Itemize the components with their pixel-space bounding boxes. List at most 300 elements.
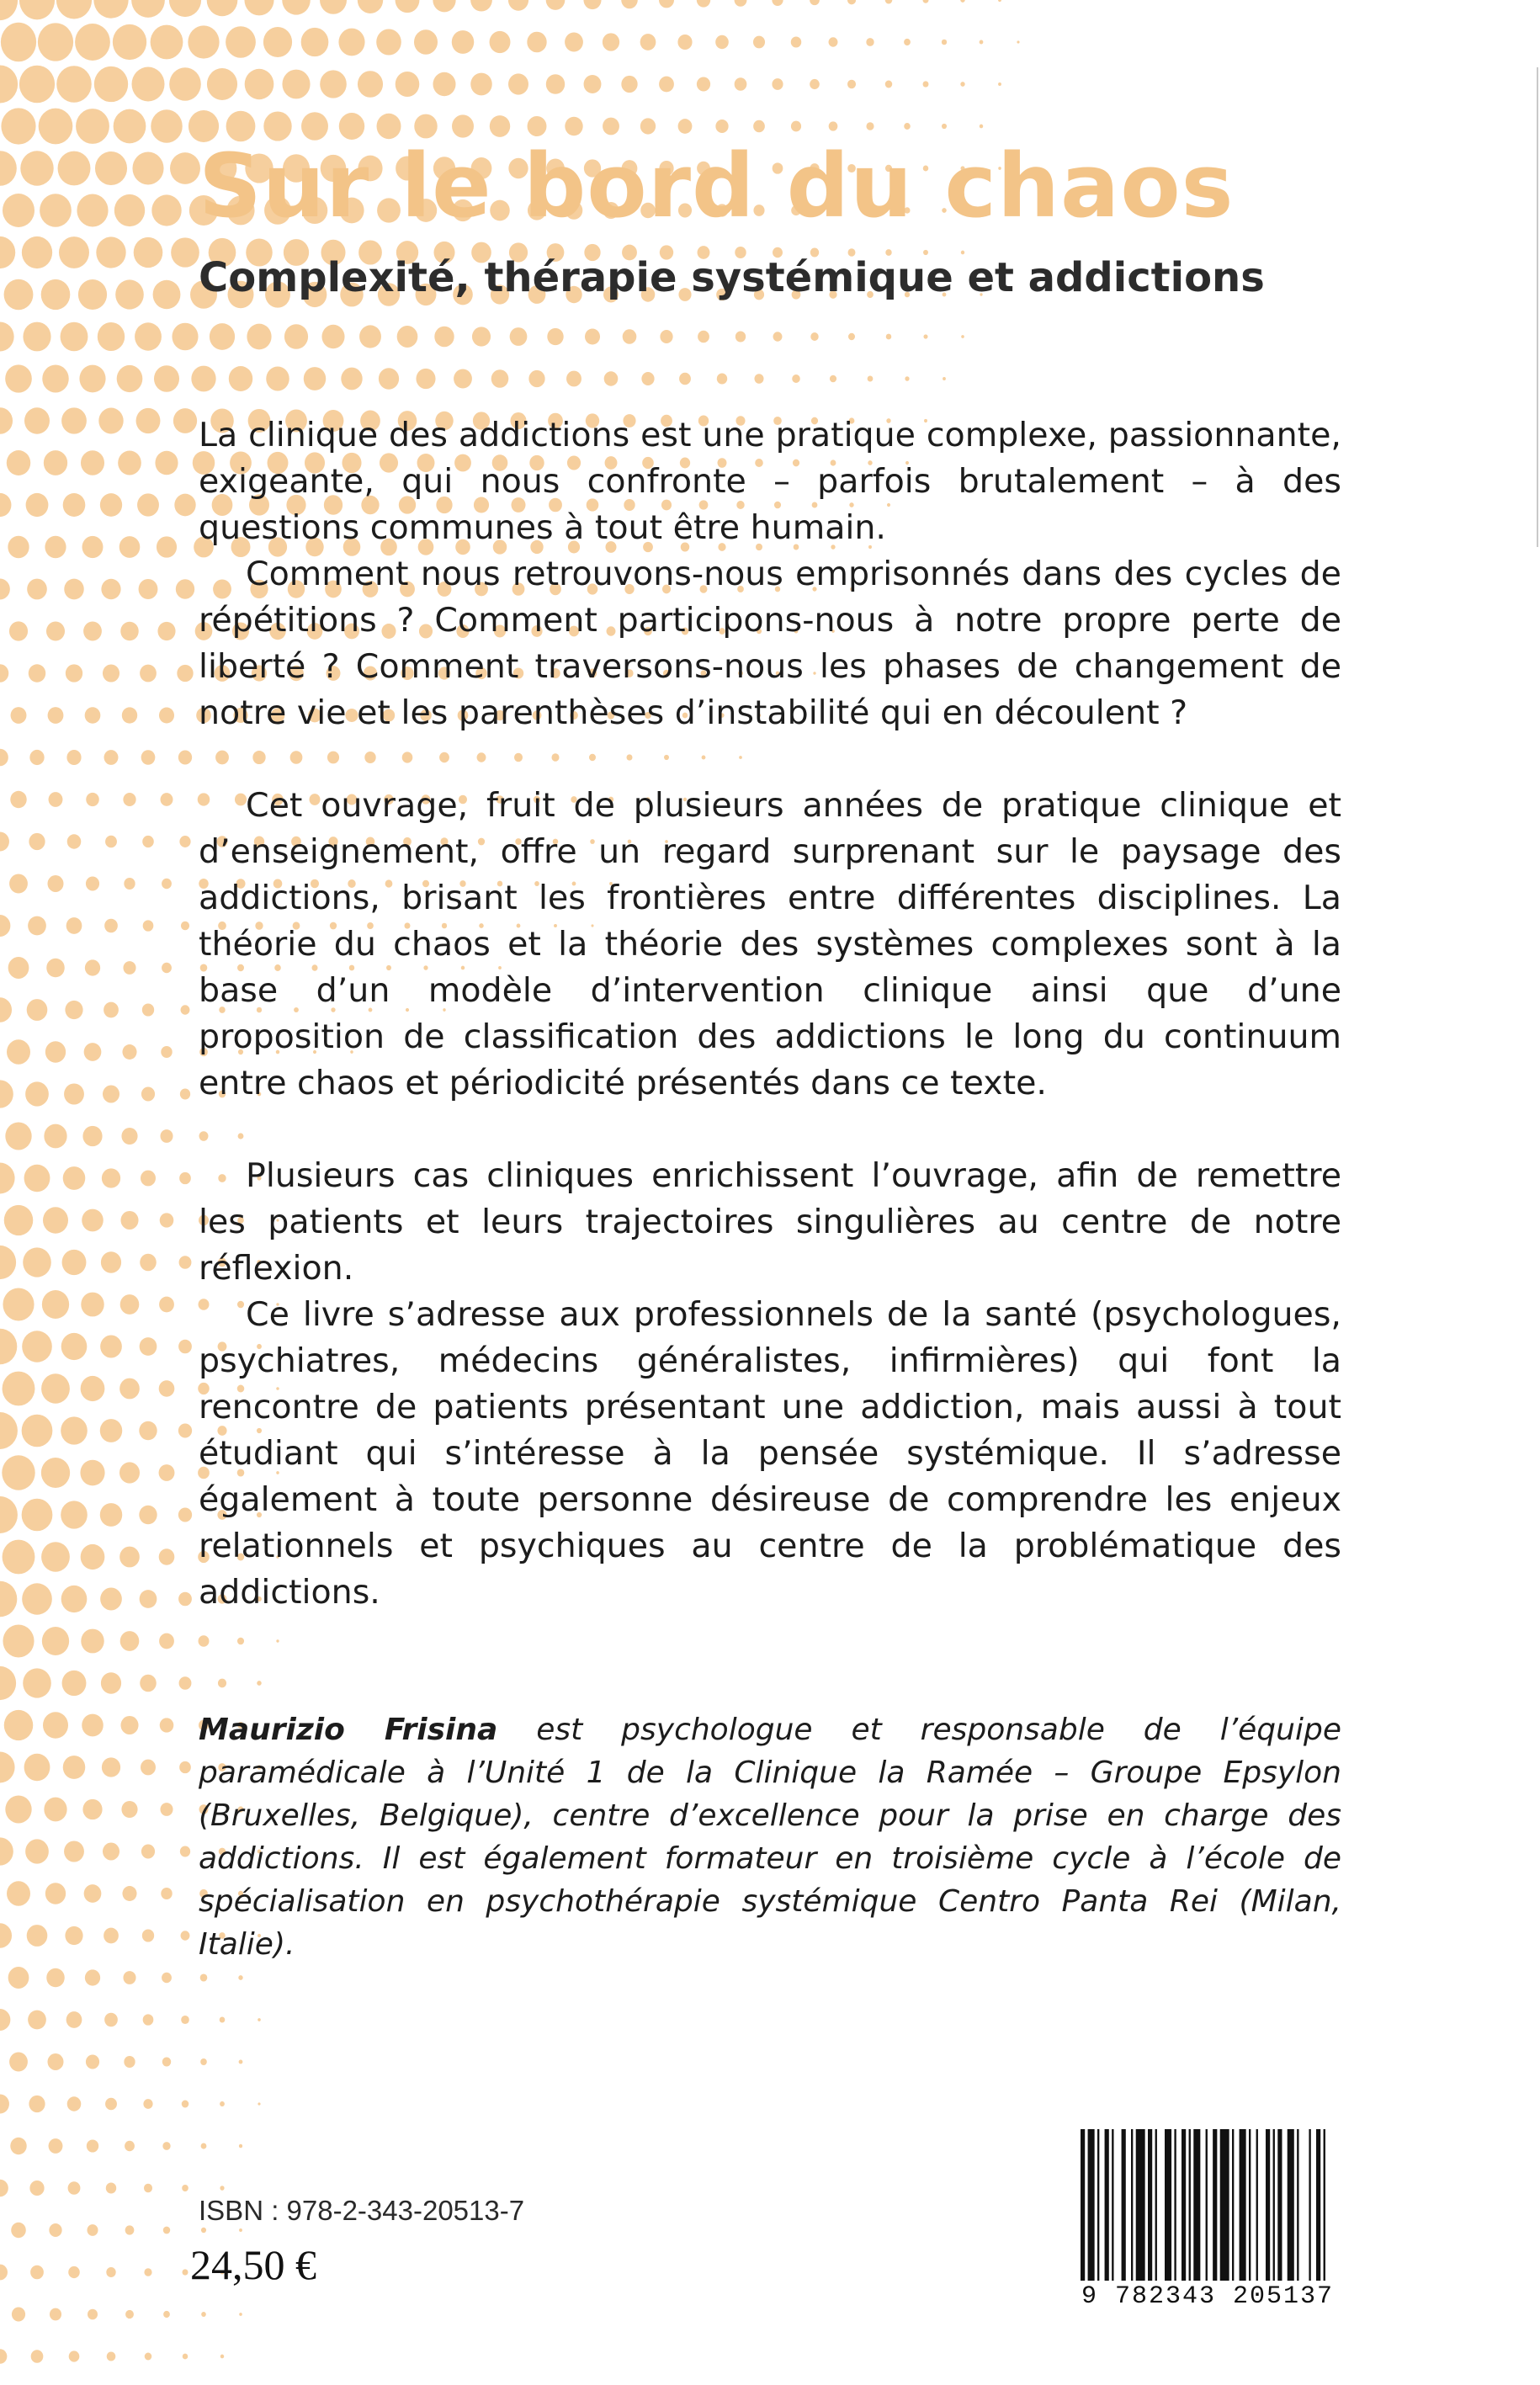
decorative-dot	[847, 80, 856, 89]
decorative-dot	[159, 1633, 174, 1649]
decorative-dot	[396, 0, 420, 13]
decorative-dot	[141, 1171, 156, 1187]
decorative-dot	[215, 751, 229, 765]
decorative-dot	[81, 1629, 104, 1654]
barcode-bar	[1136, 2129, 1145, 2281]
decorative-dot	[238, 1975, 242, 1980]
barcode-bar	[1165, 2129, 1171, 2281]
decorative-dot	[124, 2056, 135, 2068]
decorative-dot	[140, 1254, 157, 1272]
decorative-dot	[640, 34, 656, 50]
decorative-dot	[28, 2011, 46, 2030]
decorative-dot	[68, 2266, 80, 2278]
decorative-dot	[48, 875, 64, 892]
decorative-dot	[104, 750, 119, 765]
decorative-dot	[7, 1039, 30, 1064]
decorative-dot	[117, 365, 143, 392]
decorative-dot	[697, 77, 710, 91]
decorative-dot	[3, 1540, 35, 1575]
decorative-dot	[868, 375, 874, 381]
decorative-dot	[105, 2098, 117, 2111]
decorative-dot	[664, 755, 669, 760]
barcode-bar	[1316, 2129, 1320, 2281]
decorative-dot	[182, 2185, 189, 2191]
decorative-dot	[659, 0, 674, 8]
decorative-dot	[64, 1083, 84, 1104]
decorative-dot	[81, 1544, 105, 1570]
decorative-dot	[82, 1209, 104, 1232]
decorative-dot	[143, 2099, 152, 2109]
decorative-dot	[0, 1581, 17, 1617]
barcode-bar	[1122, 2129, 1126, 2281]
decorative-dot	[263, 27, 292, 57]
decorative-dot	[402, 752, 413, 762]
decorative-dot	[61, 1501, 88, 1528]
blurb-block-3	[199, 1153, 1341, 1292]
author-bio	[199, 1708, 1341, 1966]
decorative-dot	[23, 1247, 51, 1277]
decorative-dot	[565, 33, 583, 52]
decorative-dot	[174, 494, 195, 517]
decorative-dot	[120, 1716, 138, 1734]
decorative-dot	[123, 1971, 135, 1984]
decorative-dot	[201, 2312, 206, 2317]
blurb-block-2	[199, 783, 1341, 1107]
decorative-dot	[942, 124, 947, 129]
decorative-dot	[4, 279, 34, 311]
decorative-dot	[178, 1340, 192, 1354]
decorative-dot	[42, 1290, 69, 1319]
decorative-dot	[904, 123, 911, 130]
decorative-dot	[702, 755, 706, 759]
decorative-dot	[87, 2139, 98, 2152]
decorative-dot	[98, 322, 125, 351]
decorative-dot	[679, 373, 691, 385]
decorative-dot	[26, 493, 49, 517]
decorative-dot	[61, 1333, 88, 1360]
decorative-dot	[490, 115, 510, 137]
decorative-dot	[56, 66, 92, 103]
decorative-dot	[67, 2096, 82, 2111]
decorative-dot	[290, 751, 303, 763]
decorative-dot	[866, 38, 874, 46]
decorative-dot	[773, 332, 783, 341]
decorative-dot	[301, 28, 329, 56]
decorative-dot	[0, 1923, 12, 1947]
decorative-dot	[61, 322, 88, 352]
decorative-dot	[640, 118, 656, 134]
decorative-dot	[961, 335, 964, 338]
decorative-dot	[715, 35, 729, 49]
decorative-dot	[49, 792, 63, 807]
decorative-dot	[82, 1714, 104, 1737]
decorative-dot	[181, 922, 189, 931]
decorative-dot	[140, 665, 157, 683]
decorative-dot	[100, 1588, 122, 1611]
decorative-dot	[304, 367, 326, 390]
decorative-dot	[122, 1886, 136, 1901]
barcode-bar	[1249, 2129, 1251, 2281]
decorative-dot	[181, 1931, 190, 1940]
decorative-dot	[3, 1625, 34, 1658]
decorative-dot	[7, 1881, 30, 1905]
decorative-dot	[28, 916, 46, 936]
barcode-bar	[1189, 2129, 1191, 2281]
decorative-dot	[199, 1635, 210, 1647]
decorative-dot	[276, 1639, 279, 1642]
barcode-bar	[1240, 2129, 1246, 2281]
decorative-dot	[414, 29, 438, 54]
decorative-dot	[207, 68, 237, 100]
decorative-dot	[434, 327, 454, 348]
decorative-dot	[101, 1672, 121, 1693]
decorative-dot	[178, 750, 192, 764]
decorative-dot	[603, 33, 619, 50]
price: 24,50 €	[190, 2241, 316, 2288]
decorative-dot	[66, 2011, 82, 2028]
decorative-dot	[141, 1087, 155, 1102]
decorative-dot	[93, 0, 128, 19]
decorative-dot	[181, 2016, 189, 2024]
decorative-dot	[0, 2265, 8, 2281]
decorative-dot	[22, 1415, 53, 1447]
decorative-dot	[0, 2094, 9, 2113]
decorative-dot	[140, 1337, 157, 1356]
decorative-dot	[179, 1256, 192, 1269]
decorative-dot	[143, 2014, 154, 2025]
decorative-dot	[904, 39, 911, 45]
decorative-dot	[46, 621, 65, 640]
decorative-dot	[220, 2355, 224, 2359]
decorative-dot	[257, 1681, 262, 1686]
decorative-dot	[160, 1129, 173, 1143]
decorative-dot	[64, 579, 83, 600]
decorative-dot	[22, 1583, 52, 1614]
decorative-dot	[178, 1507, 192, 1522]
decorative-dot	[239, 2313, 242, 2316]
decorative-dot	[396, 72, 420, 97]
decorative-dot	[154, 365, 179, 392]
decorative-dot	[141, 750, 156, 765]
decorative-dot	[162, 1973, 172, 1983]
decorative-dot	[9, 874, 28, 894]
decorative-dot	[172, 323, 198, 351]
decorative-dot	[66, 917, 82, 934]
decorative-dot	[239, 2228, 242, 2232]
decorative-dot	[101, 579, 120, 599]
decorative-dot	[169, 67, 201, 100]
decorative-dot	[4, 1710, 34, 1740]
decorative-dot	[100, 1336, 122, 1358]
decorative-dot	[0, 493, 11, 517]
decorative-dot	[122, 707, 137, 723]
decorative-dot	[10, 791, 26, 808]
decorative-dot	[162, 879, 172, 889]
decorative-dot	[125, 2141, 135, 2151]
decorative-dot	[84, 1884, 102, 1903]
decorative-dot	[68, 2181, 81, 2195]
barcode-bar	[1097, 2129, 1099, 2281]
decorative-dot	[885, 0, 893, 4]
decorative-dot	[102, 1168, 120, 1187]
decorative-dot	[120, 1211, 138, 1230]
decorative-dot	[85, 1969, 100, 1985]
decorative-dot	[379, 368, 399, 389]
decorative-dot	[810, 79, 820, 89]
decorative-dot	[4, 1205, 34, 1235]
decorative-dot	[23, 322, 50, 352]
decorative-dot	[180, 1089, 190, 1100]
decorative-dot	[603, 118, 619, 135]
decorative-dot	[44, 1124, 66, 1149]
decorative-dot	[103, 664, 119, 682]
decorative-dot	[132, 152, 163, 185]
decorative-dot	[566, 371, 581, 387]
barcode-bar	[1309, 2129, 1310, 2281]
decorative-dot	[31, 2350, 44, 2362]
decorative-dot	[678, 119, 693, 134]
decorative-dot	[45, 536, 66, 558]
decorative-dot	[220, 2186, 224, 2190]
decorative-dot	[43, 1712, 68, 1739]
decorative-dot	[82, 536, 104, 558]
decorative-dot	[80, 1460, 104, 1486]
decorative-dot	[0, 1080, 13, 1108]
decorative-dot	[239, 2144, 242, 2148]
decorative-dot	[50, 2308, 61, 2321]
decorative-dot	[82, 1126, 102, 1146]
decorative-dot	[157, 536, 177, 557]
barcode-panel	[1069, 2117, 1346, 2323]
decorative-dot	[159, 1380, 175, 1397]
decorative-dot	[131, 0, 165, 18]
decorative-dot	[433, 0, 455, 12]
decorative-dot	[61, 407, 87, 433]
decorative-dot	[1, 23, 36, 61]
blurb-paragraph: La clinique des addictions est une pratique complexe, passionnante, exigeante, qui nous confronte – parfois brutalement – à des questions communes à tout être humain.	[199, 416, 1341, 547]
decorative-dot	[980, 125, 983, 129]
decorative-dot	[63, 1166, 86, 1190]
decorative-dot	[772, 0, 783, 6]
decorative-dot	[85, 959, 100, 975]
barcode	[1081, 2129, 1333, 2281]
decorative-dot	[100, 493, 122, 517]
decorative-dot	[63, 1756, 86, 1779]
decorative-dot	[753, 36, 765, 49]
edge-line	[1537, 67, 1538, 547]
decorative-dot	[140, 1675, 157, 1692]
decorative-dot	[3, 1372, 35, 1406]
decorative-dot	[0, 1666, 16, 1700]
decorative-dot	[0, 1837, 13, 1865]
decorative-dot	[29, 2180, 44, 2196]
decorative-dot	[0, 1163, 15, 1194]
decorative-dot	[151, 25, 183, 60]
decorative-dot	[49, 2223, 61, 2237]
decorative-dot	[9, 2053, 28, 2072]
decorative-dot	[41, 279, 71, 310]
decorative-dot	[659, 77, 674, 93]
decorative-dot	[735, 0, 747, 7]
barcode-bar	[1182, 2129, 1186, 2281]
decorative-dot	[56, 0, 92, 19]
decorative-dot	[153, 280, 181, 309]
decorative-dot	[584, 75, 602, 93]
decorative-dot	[604, 371, 619, 385]
decorative-dot	[120, 1294, 140, 1315]
decorative-dot	[139, 1421, 157, 1440]
decorative-dot	[61, 1416, 88, 1444]
decorative-dot	[376, 29, 401, 55]
decorative-dot	[7, 450, 30, 475]
decorative-dot	[162, 963, 172, 973]
decorative-dot	[182, 2101, 189, 2108]
decorative-dot	[258, 2102, 260, 2105]
decorative-dot	[11, 707, 27, 724]
decorative-dot	[0, 1412, 18, 1449]
decorative-dot	[589, 754, 596, 761]
decorative-dot	[159, 1464, 175, 1481]
decorative-dot	[677, 35, 692, 50]
decorative-dot	[160, 1213, 174, 1227]
decorative-dot	[75, 24, 110, 61]
decorative-dot	[191, 366, 215, 392]
decorative-dot	[101, 1251, 121, 1272]
decorative-dot	[79, 365, 105, 393]
decorative-dot	[81, 450, 104, 475]
decorative-dot	[125, 2310, 134, 2319]
decorative-dot	[157, 622, 175, 640]
decorative-dot	[161, 1888, 172, 1899]
barcode-bar	[1081, 2129, 1085, 2281]
decorative-dot	[717, 373, 727, 384]
decorative-dot	[106, 2267, 115, 2277]
barcode-bar	[1232, 2129, 1234, 2281]
decorative-dot	[140, 1590, 157, 1608]
decorative-dot	[792, 374, 800, 383]
decorative-dot	[998, 0, 1001, 2]
decorative-dot	[103, 1085, 119, 1102]
decorative-dot	[45, 1041, 66, 1063]
decorative-dot	[735, 77, 747, 90]
decorative-dot	[48, 707, 64, 724]
decorative-dot	[41, 1542, 70, 1571]
decorative-dot	[0, 1752, 15, 1783]
decorative-dot	[321, 325, 344, 348]
barcode-bar	[1256, 2129, 1258, 2281]
decorative-dot	[998, 82, 1001, 86]
decorative-dot	[510, 327, 528, 346]
decorative-dot	[136, 408, 161, 433]
barcode-bar	[1131, 2129, 1133, 2281]
decorative-dot	[179, 1761, 191, 1773]
decorative-dot	[161, 793, 173, 806]
decorative-dot	[85, 707, 101, 724]
decorative-dot	[24, 1754, 50, 1781]
decorative-dot	[159, 1297, 174, 1313]
isbn: ISBN : 978-2-343-20513-7	[199, 2195, 525, 2226]
decorative-dot	[62, 1671, 87, 1696]
decorative-dot	[66, 750, 81, 765]
decorative-dot	[179, 836, 190, 847]
decorative-dot	[98, 408, 123, 434]
barcode-bar	[1193, 2129, 1200, 2281]
decorative-dot	[585, 329, 600, 345]
decorative-dot	[490, 31, 511, 53]
decorative-dot	[229, 366, 252, 391]
decorative-dot	[120, 1631, 140, 1651]
decorative-dot	[244, 0, 273, 15]
decorative-dot	[8, 957, 29, 979]
decorative-dot	[0, 1246, 16, 1279]
decorative-dot	[8, 536, 29, 559]
decorative-dot	[96, 236, 125, 268]
decorative-dot	[62, 1250, 87, 1275]
decorative-dot	[44, 1798, 66, 1822]
decorative-dot	[177, 665, 193, 682]
decorative-dot	[121, 1128, 137, 1145]
decorative-dot	[65, 1001, 82, 1019]
decorative-dot	[183, 2354, 188, 2360]
decorative-dot	[121, 1801, 137, 1818]
decorative-dot	[641, 372, 654, 385]
barcode-bar	[1174, 2129, 1176, 2281]
decorative-dot	[0, 579, 10, 600]
decorative-dot	[397, 326, 418, 348]
decorative-dot	[5, 1123, 31, 1150]
decorative-dot	[739, 756, 742, 759]
decorative-dot	[810, 332, 818, 341]
decorative-dot	[123, 961, 135, 975]
decorative-dot	[847, 0, 856, 4]
decorative-dot	[943, 377, 946, 380]
decorative-dot	[627, 754, 633, 760]
decorative-dot	[78, 279, 107, 310]
decorative-dot	[120, 622, 139, 641]
decorative-dot	[102, 1757, 120, 1777]
decorative-dot	[103, 1842, 119, 1860]
decorative-dot	[39, 109, 73, 145]
decorative-dot	[145, 2353, 152, 2361]
decorative-dot	[1, 108, 35, 144]
barcode-bar	[1324, 2129, 1325, 2281]
decorative-dot	[341, 368, 362, 390]
decorative-dot	[866, 122, 874, 130]
decorative-dot	[104, 2013, 118, 2026]
decorative-dot	[207, 0, 238, 16]
decorative-dot	[565, 117, 582, 135]
decorative-dot	[81, 1376, 105, 1401]
decorative-dot	[0, 1329, 17, 1365]
decorative-dot	[41, 1373, 70, 1403]
decorative-dot	[22, 1499, 53, 1532]
decorative-dot	[237, 1638, 244, 1645]
decorative-dot	[180, 1846, 190, 1857]
decorative-dot	[170, 152, 200, 184]
decorative-dot	[12, 2307, 25, 2321]
decorative-dot	[38, 23, 73, 61]
decorative-dot	[81, 1293, 104, 1317]
decorative-dot	[810, 0, 820, 5]
blurb-paragraph: Ce livre s’adresse aux professionnels de la santé (psychologues, psychiatres, médecins généralistes, infirmières) qui font la rencontre de patients présentant une addiction, mais aussi à tout étudiant qui s’intéresse à la pensée systémique. Il s’adresse également à toute personne désireuse de comprendre les enjeux relationnels et psychiques au centre de la problématique des addictions.	[199, 1295, 1341, 1612]
decorative-dot	[43, 1207, 68, 1234]
decorative-dot	[141, 1760, 156, 1776]
decorative-dot	[163, 2227, 170, 2234]
decorative-dot	[477, 752, 486, 762]
decorative-dot	[86, 793, 98, 806]
decorative-dot	[226, 26, 256, 58]
decorative-dot	[88, 2224, 98, 2236]
